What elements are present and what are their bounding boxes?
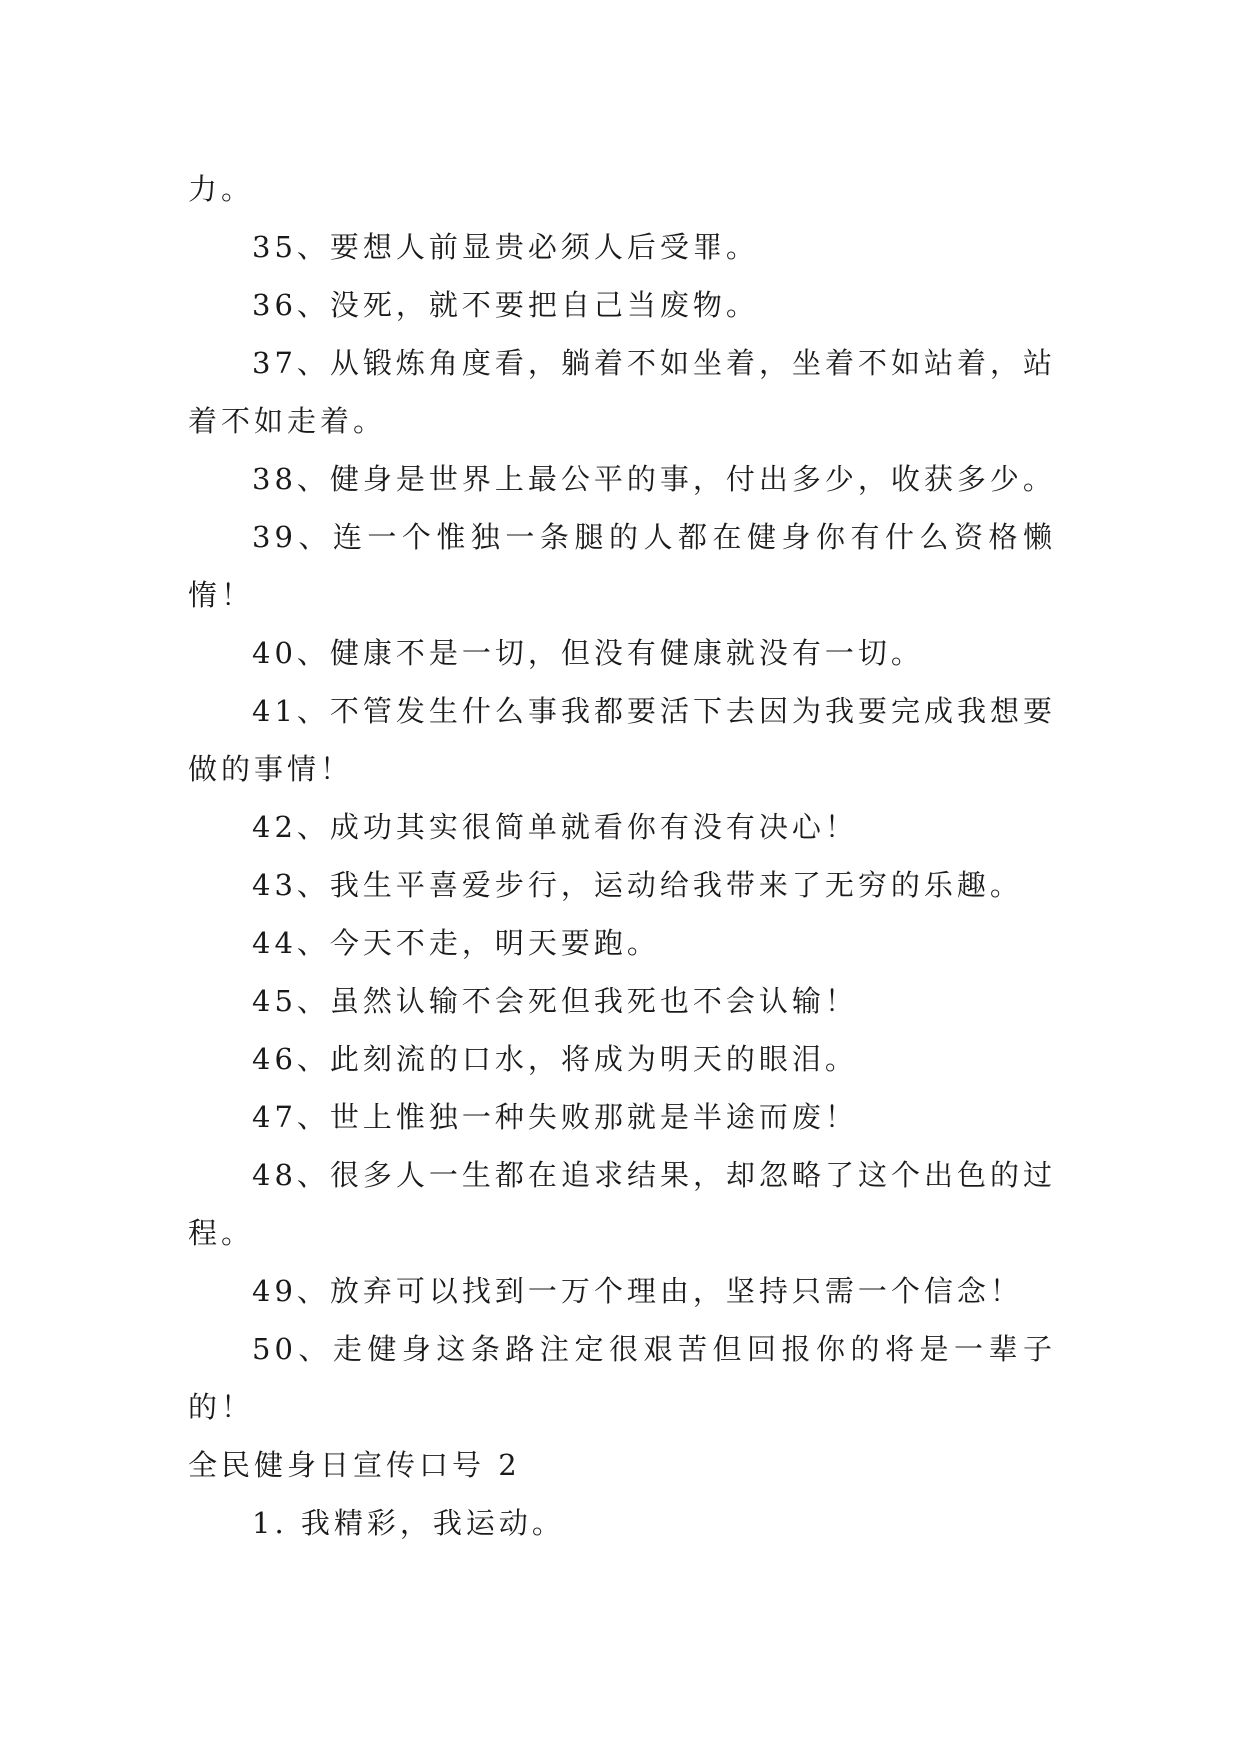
slogan-44: 44、今天不走，明天要跑。 <box>252 926 660 960</box>
slogan-39: 39、连一个惟独一条腿的人都在健身你有什么资格懒惰！ <box>188 520 1056 612</box>
continuation-line: 力。 <box>188 172 255 206</box>
slogan-46: 46、此刻流的口水，将成为明天的眼泪。 <box>252 1042 858 1076</box>
slogan-42: 42、成功其实很简单就看你有没有决心！ <box>252 810 858 844</box>
slogan-45: 45、虽然认输不会死但我死也不会认输！ <box>252 984 858 1018</box>
slogan-40: 40、健康不是一切，但没有健康就没有一切。 <box>252 636 924 670</box>
slogan-49: 49、放弃可以找到一万个理由，坚持只需一个信念！ <box>252 1274 1023 1308</box>
slogan-48: 48、很多人一生都在追求结果，却忽略了这个出色的过程。 <box>188 1158 1056 1250</box>
slogan-37: 37、从锻炼角度看，躺着不如坐着，坐着不如站着，站着不如走着。 <box>188 346 1056 438</box>
slogan-36: 36、没死，就不要把自己当废物。 <box>252 288 759 322</box>
slogan-41: 41、不管发生什么事我都要活下去因为我要完成我想要做的事情！ <box>188 694 1056 786</box>
slogan-35: 35、要想人前显贵必须人后受罪。 <box>252 230 759 264</box>
slogan-47: 47、世上惟独一种失败那就是半途而废！ <box>252 1100 858 1134</box>
slogan-50: 50、走健身这条路注定很艰苦但回报你的将是一辈子的！ <box>188 1332 1056 1424</box>
slogan-43: 43、我生平喜爱步行，运动给我带来了无穷的乐趣。 <box>252 868 1023 902</box>
document-body <box>188 160 1056 1552</box>
slogan-38: 38、健身是世界上最公平的事，付出多少，收获多少。 <box>252 462 1056 496</box>
section-heading: 全民健身日宣传口号 2 <box>188 1448 521 1482</box>
slogan-1: 1. 我精彩，我运动。 <box>252 1506 565 1540</box>
